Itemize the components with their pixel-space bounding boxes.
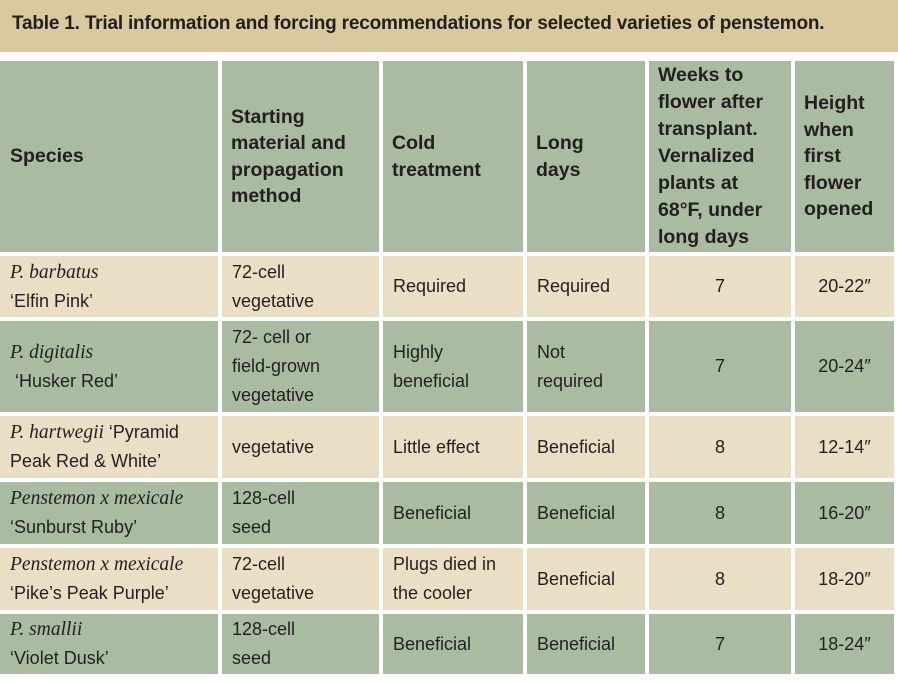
header-row [0, 61, 894, 252]
species-name: Penstemon x mexicale [10, 488, 184, 509]
weeks-cell: 8 [649, 482, 791, 544]
material-cell [222, 482, 379, 544]
cultivar-name: ‘Violet Dusk’ [10, 648, 109, 668]
cell-line: Little effect [393, 436, 480, 457]
header-line: Height [804, 92, 865, 115]
material-cell [222, 548, 379, 610]
material-cell [222, 416, 379, 478]
cell-line: Beneficial [537, 436, 616, 457]
cold-cell [383, 548, 523, 610]
header-species [0, 61, 218, 252]
cell-line: beneficial [393, 370, 470, 391]
cell-line: Plugs died in [393, 554, 497, 574]
material-cell [222, 321, 379, 412]
cell-line: Beneficial [393, 633, 472, 654]
weeks-cell: 7 [649, 614, 791, 674]
table-row [0, 482, 894, 544]
table-title: Table 1. Trial information and forcing recommendations for selected varieties of penstemon. [0, 0, 898, 52]
height-cell: 16-20″ [795, 482, 894, 544]
cultivar-name: ‘Husker Red’ [15, 370, 119, 391]
height-cell: 20-22″ [795, 256, 894, 317]
header-line: first [804, 145, 841, 168]
long-days-cell [527, 416, 645, 478]
table-row [0, 321, 894, 412]
cell-line: Required [537, 276, 611, 296]
header-line: method [231, 185, 302, 207]
cell-line: Beneficial [393, 502, 472, 523]
cell-line: 72-cell [232, 261, 286, 282]
cultivar-name: ‘Sunburst Ruby’ [10, 517, 138, 537]
long-days-cell [527, 256, 645, 317]
penstemon-table [0, 57, 898, 678]
cell-line: Beneficial [537, 568, 616, 589]
cold-cell [383, 614, 523, 674]
species-name: P. barbatus [10, 261, 99, 283]
cell-line: vegetative [232, 436, 315, 457]
height-cell: 18-20″ [795, 548, 894, 610]
long-days-cell [527, 548, 645, 610]
material-cell [222, 614, 379, 674]
cell-line: Beneficial [537, 633, 616, 654]
height-cell: 20-24″ [795, 321, 894, 412]
header-line: when [804, 118, 854, 141]
height-cell: 18-24″ [795, 614, 894, 674]
weeks-cell: 8 [649, 548, 791, 610]
weeks-cell: 8 [649, 416, 791, 478]
cell-line: required [537, 370, 604, 391]
cold-cell [383, 321, 523, 412]
header-line: days [536, 158, 581, 181]
header-line: 68°F, under [658, 199, 763, 221]
material-cell [222, 256, 379, 317]
cold-cell [383, 256, 523, 317]
cell-line: vegetative [232, 290, 315, 311]
cell-line: 72-cell [232, 554, 286, 574]
cultivar-name: ‘Pyramid [103, 422, 179, 442]
header-long-days [527, 61, 645, 252]
header-line: Weeks to [658, 64, 744, 86]
header-weeks [649, 61, 791, 252]
header-material [222, 61, 379, 252]
cell-line: vegetative [232, 385, 315, 405]
cell-line: seed [232, 517, 272, 537]
species-cell [0, 321, 218, 412]
cell-line: 128-cell [232, 488, 296, 508]
cell-line: 128-cell [232, 619, 296, 639]
species-cell [0, 482, 218, 544]
header-line: propagation [231, 158, 344, 181]
species-name: P. smallii [10, 619, 83, 640]
cold-cell [383, 416, 523, 478]
cell-line: seed [232, 648, 272, 668]
header-line: Cold [392, 132, 436, 154]
header-line: flower [804, 171, 862, 194]
species-name: Penstemon x mexicale [10, 554, 184, 575]
table-row [0, 614, 894, 674]
header-line: treatment [392, 158, 481, 181]
long-days-cell [527, 614, 645, 674]
cell-line: Required [393, 276, 467, 296]
header-line: long days [658, 226, 750, 248]
cultivar-name: ‘Elfin Pink’ [10, 290, 94, 311]
species-cell [0, 256, 218, 317]
header-line: opened [804, 198, 874, 221]
header-height [795, 61, 894, 252]
cold-cell [383, 482, 523, 544]
cell-line: field-grown [232, 356, 321, 376]
species-name: P. hartwegii [10, 422, 104, 443]
header-line: material and [231, 132, 346, 154]
cell-line: the cooler [393, 583, 473, 603]
table-row [0, 256, 894, 317]
cultivar-name: Peak Red & White’ [10, 451, 162, 471]
header-line: Long [536, 132, 584, 154]
header-line: Starting [231, 105, 305, 128]
cell-line: 72- cell or [232, 327, 312, 347]
species-cell [0, 416, 218, 478]
species-name: P. digitalis [10, 341, 94, 363]
header-line: plants at [658, 172, 739, 194]
header-line: transplant. [658, 118, 758, 140]
header-cold [383, 61, 523, 252]
cell-line: vegetative [232, 583, 315, 603]
table-row [0, 416, 894, 478]
weeks-cell: 7 [649, 256, 791, 317]
weeks-cell: 7 [649, 321, 791, 412]
cell-line: Highly [393, 341, 444, 362]
header-line: flower after [658, 91, 764, 113]
height-cell: 12-14″ [795, 416, 894, 478]
cell-line: Beneficial [537, 502, 616, 523]
header-line: Vernalized [658, 145, 755, 167]
long-days-cell [527, 482, 645, 544]
cultivar-name: ‘Pike’s Peak Purple’ [10, 583, 169, 603]
species-cell [0, 548, 218, 610]
cell-line: Not [537, 341, 566, 362]
header-line: Species [10, 145, 84, 168]
long-days-cell [527, 321, 645, 412]
table-row [0, 548, 894, 610]
species-cell [0, 614, 218, 674]
